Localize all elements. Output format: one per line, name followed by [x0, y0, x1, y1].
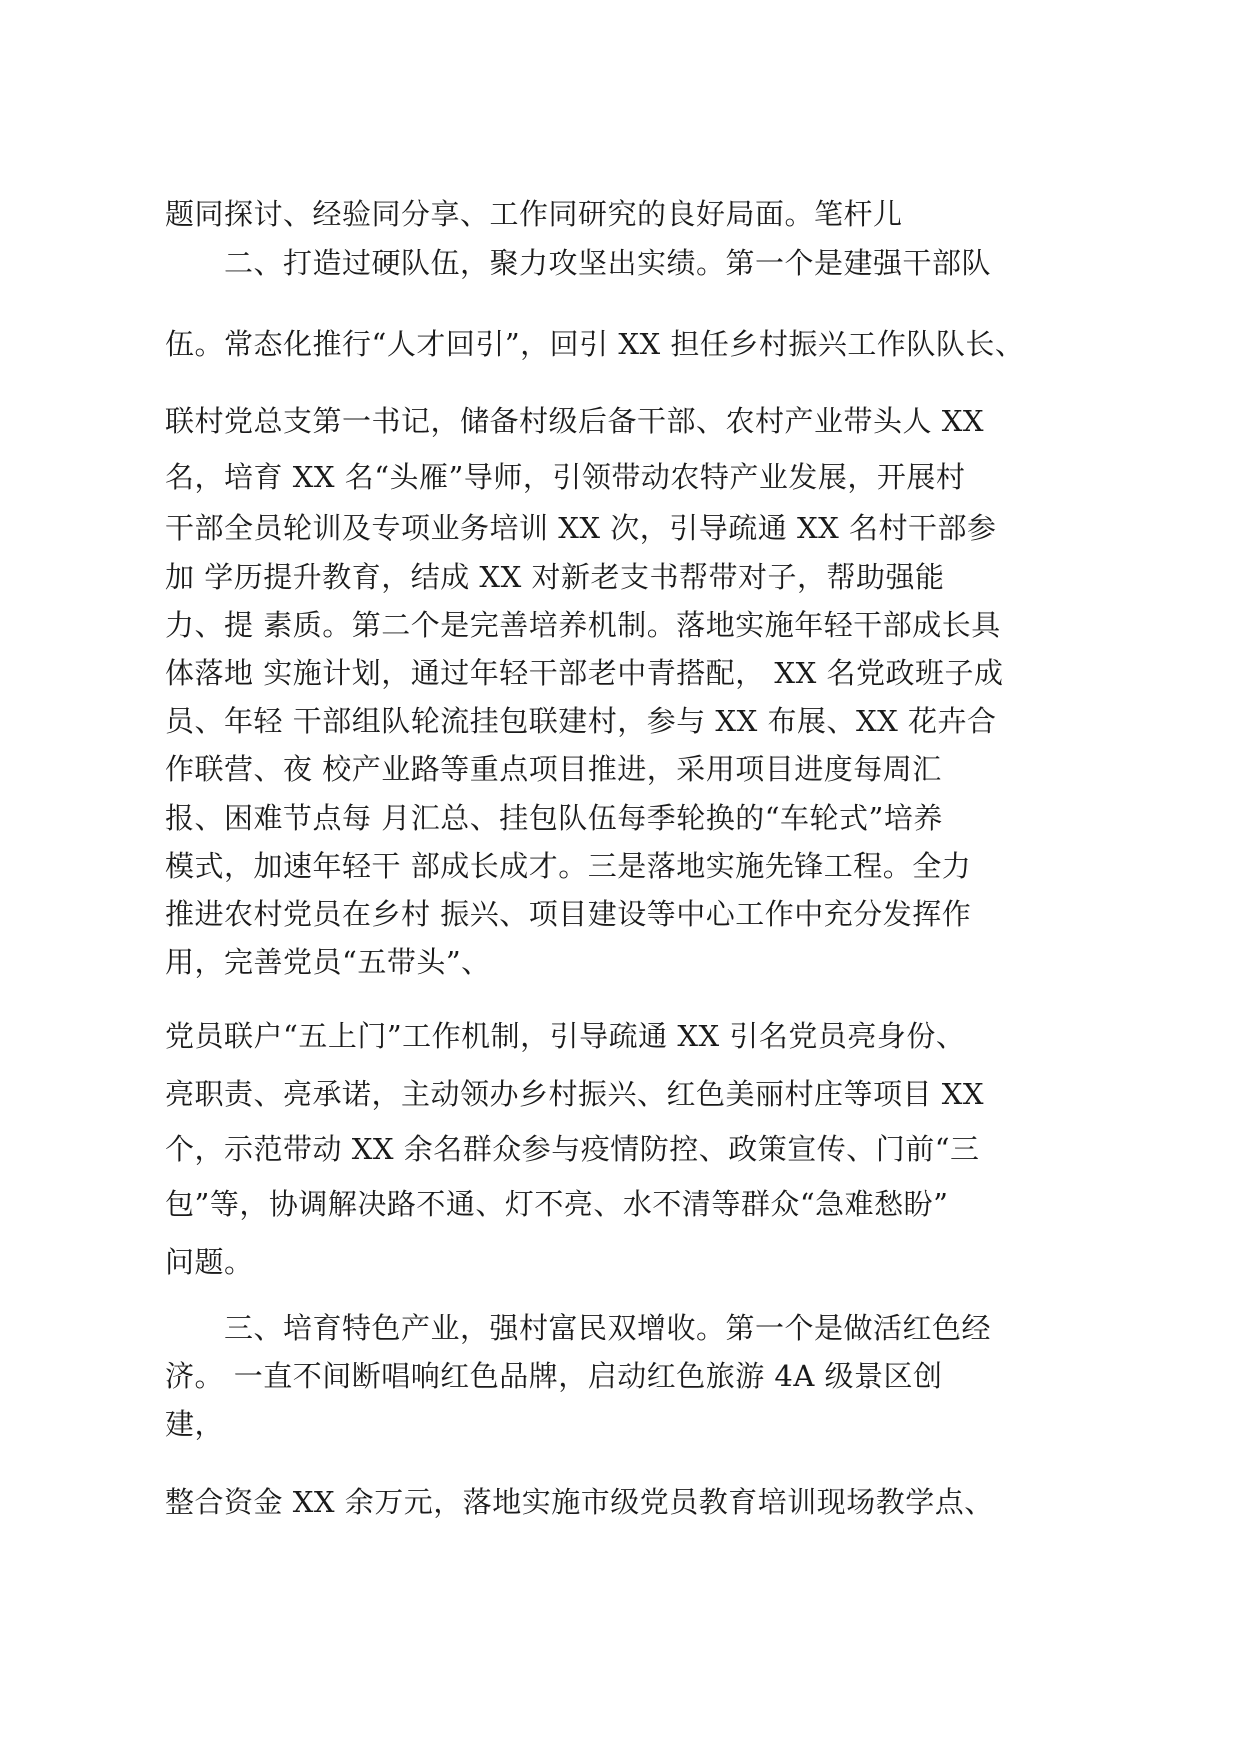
body-text-line: 三、培育特色产业，强村富民双增收。第一个是做活红色经: [165, 1311, 992, 1345]
body-text-line: 员、年轻 干部组队轮流挂包联建村，参与 XX 布展、XX 花卉合: [165, 704, 997, 738]
body-text-line: 建，: [165, 1407, 225, 1441]
body-text-line: 联村党总支第一书记，储备村级后备干部、农村产业带头人 XX: [165, 404, 985, 438]
body-text-line: 报、困难节点每 月汇总、挂包队伍每季轮换的“车轮式”培养: [165, 801, 943, 835]
body-text-line: 力、提 素质。第二个是完善培养机制。落地实施年轻干部成长具: [165, 608, 1001, 642]
body-text-line: 体落地 实施计划，通过年轻干部老中青搭配， XX 名党政班子成: [165, 656, 1004, 690]
body-text-line: 包”等，协调解决路不通、灯不亮、水不清等群众“急难愁盼”: [165, 1187, 949, 1221]
body-text-line: 二、打造过硬队伍，聚力攻坚出实绩。第一个是建强干部队: [165, 246, 992, 280]
body-text-line: 个，示范带动 XX 余名群众参与疫情防控、政策宣传、门前“三: [165, 1132, 980, 1166]
body-text-line: 推进农村党员在乡村 振兴、项目建设等中心工作中充分发挥作: [165, 897, 972, 931]
body-text-line: 作联营、夜 校产业路等重点项目推进，采用项目进度每周汇: [165, 752, 942, 786]
body-text-line: 用，完善党员“五带头”、: [165, 945, 491, 979]
body-text-line: 整合资金 XX 余万元，落地实施市级党员教育培训现场教学点、: [165, 1485, 994, 1519]
body-text-line: 问题。: [165, 1245, 254, 1279]
body-text-line: 济。 一直不间断唱响红色品牌，启动红色旅游 4A 级景区创: [165, 1359, 943, 1393]
body-text-line: 伍。常态化推行“人才回引”，回引 XX 担任乡村振兴工作队队长、: [165, 327, 1025, 361]
body-text-line: 干部全员轮训及专项业务培训 XX 次，引导疏通 XX 名村干部参: [165, 511, 997, 545]
body-text-line: 加 学历提升教育，结成 XX 对新老支书帮带对子，帮助强能: [165, 560, 945, 594]
body-text-line: 亮职责、亮承诺，主动领办乡村振兴、红色美丽村庄等项目 XX: [165, 1077, 985, 1111]
body-text-line: 名，培育 XX 名“头雁”导师，引领带动农特产业发展，开展村: [165, 460, 966, 494]
body-text-line: 党员联户“五上门”工作机制，引导疏通 XX 引名党员亮身份、: [165, 1019, 966, 1053]
body-text-line: 题同探讨、经验同分享、工作同研究的良好局面。笔杆儿: [165, 197, 903, 231]
body-text-line: 模式，加速年轻干 部成长成才。三是落地实施先锋工程。全力: [165, 849, 972, 883]
